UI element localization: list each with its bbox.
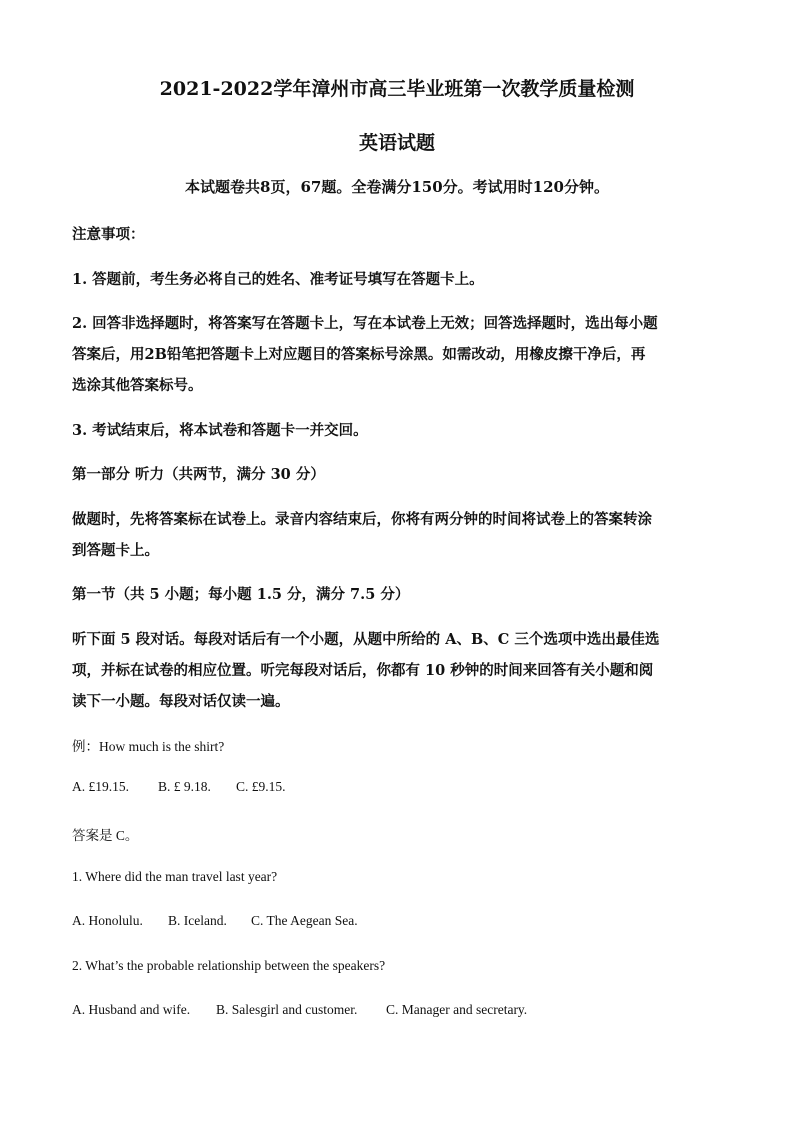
question-2-option-a: A. Husband and wife. [72, 1002, 191, 1017]
exam-info: 本试题卷共8页，67题。全卷满分150分。考试用时120分钟。 [185, 178, 609, 196]
section1-heading: 第一节（共 5 小题；每小题 1.5 分，满分 7.5 分） [72, 586, 410, 603]
question-2-option-c: C. Manager and secretary. [386, 1002, 528, 1017]
question-2-option-b: B. Salesgirl and customer. [216, 1002, 358, 1017]
question-1: 1. Where did the man travel last year? [72, 869, 278, 884]
question-1-option-c: C. The Aegean Sea. [251, 913, 358, 928]
example-options [72, 779, 286, 795]
notice-item-3: 3. 考试结束后，将本试卷和答题卡一并交回。 [72, 422, 368, 439]
part1-intro-line-1: 做题时，先将答案标在试卷上。录音内容结束后，你将有两分钟的时间将试卷上的答案转涂 [72, 511, 652, 528]
notice-item-2-line-3: 选涂其他答案标号。 [72, 377, 203, 394]
notice-item-2-line-2: 答案后，用2B铅笔把答题卡上对应题目的答案标号涂黑。如需改动，用橡皮擦干净后，再 [72, 346, 646, 363]
part1-intro-line-2: 到答题卡上。 [72, 542, 159, 559]
exam-title: 2021-2022学年漳州市高三毕业班第一次教学质量检测 [159, 78, 635, 100]
section1-instructions-line-1: 听下面 5 段对话。每段对话后有一个小题，从题中所给的 A、B、C 三个选项中选出最佳选 [72, 631, 660, 648]
question-1-options [72, 913, 358, 929]
question-2: 2. What’s the probable relationship between the speakers? [72, 958, 386, 973]
exam-subtitle: 英语试题 [358, 132, 435, 154]
example-answer: 答案是 C。 [72, 828, 139, 843]
example-option-c: C. £9.15. [236, 779, 286, 794]
question-1-option-a: A. Honolulu. [72, 913, 143, 928]
notice-item-2-line-1: 2. 回答非选择题时，将答案写在答题卡上，写在本试卷上无效；回答选择题时，选出每小题 [72, 315, 658, 332]
question-2-options [72, 1002, 527, 1018]
section1-instructions-line-3: 读下一小题。每段对话仅读一遍。 [72, 693, 290, 710]
example-option-b: B. £ 9.18. [158, 779, 211, 794]
notice-item-1: 1. 答题前，考生务必将自己的姓名、准考证号填写在答题卡上。 [72, 271, 484, 288]
example-question: 例：How much is the shirt? [72, 739, 225, 754]
question-1-option-b: B. Iceland. [168, 913, 227, 928]
example-option-a: A. £19.15. [72, 779, 129, 794]
notice-heading: 注意事项： [72, 226, 145, 243]
section1-instructions-line-2: 项，并标在试卷的相应位置。听完每段对话后，你都有 10 秒钟的时间来回答有关小题和阅 [72, 662, 654, 679]
part1-heading: 第一部分 听力（共两节，满分 30 分） [72, 466, 325, 483]
